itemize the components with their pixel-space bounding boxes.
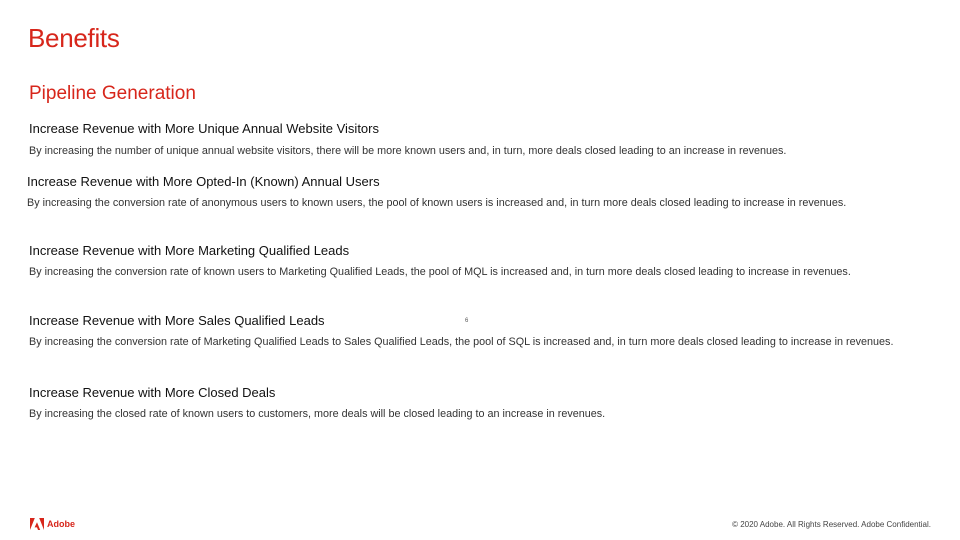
footer-logo bbox=[30, 517, 75, 531]
item-body-sql: By increasing the conversion rate of Marketing Qualified Leads to Sales Qualified Leads, the pool of SQL is increased and, in turn more deals closed leading to increase in revenues. bbox=[29, 336, 894, 348]
item-body-unique-visitors: By increasing the number of unique annual website visitors, there will be more known users and, in turn, more deals closed leading to an increase in revenues. bbox=[29, 145, 787, 157]
item-heading-sql: Increase Revenue with More Sales Qualified Leads bbox=[29, 313, 325, 328]
adobe-logo-icon bbox=[30, 518, 44, 530]
item-body-known-users: By increasing the conversion rate of anonymous users to known users, the pool of known users is increased and, in turn more deals closed leading to increase in revenues. bbox=[27, 197, 847, 209]
slide-title: Benefits bbox=[28, 23, 120, 53]
item-heading-unique-visitors: Increase Revenue with More Unique Annual Website Visitors bbox=[29, 121, 379, 136]
logo-text: Adobe bbox=[47, 519, 75, 529]
section-title: Pipeline Generation bbox=[29, 83, 196, 104]
item-body-mql: By increasing the conversion rate of known users to Marketing Qualified Leads, the pool of MQL is increased and, in turn more deals closed leading to increase in revenues. bbox=[29, 266, 851, 278]
item-body-closed-deals: By increasing the closed rate of known users to customers, more deals will be closed leading to an increase in revenues. bbox=[29, 408, 606, 420]
page-number: 6 bbox=[465, 318, 469, 324]
copyright-notice: © 2020 Adobe. All Rights Reserved. Adobe Confidential. bbox=[732, 520, 931, 529]
item-heading-mql: Increase Revenue with More Marketing Qualified Leads bbox=[29, 243, 350, 258]
item-heading-known-users: Increase Revenue with More Opted-In (Known) Annual Users bbox=[27, 174, 380, 189]
item-heading-closed-deals: Increase Revenue with More Closed Deals bbox=[29, 385, 276, 400]
